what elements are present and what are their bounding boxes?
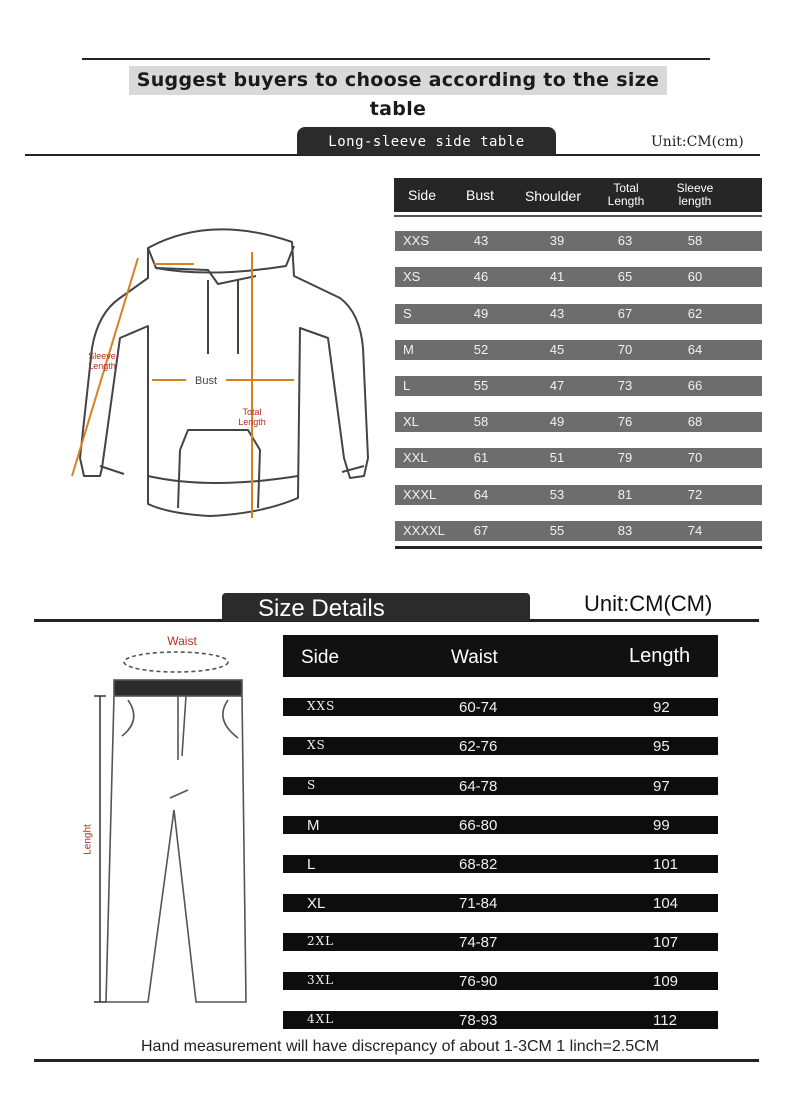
table-cell: 58 — [687, 233, 703, 248]
table-cell: XXXL — [403, 487, 437, 502]
table-cell: 65 — [617, 269, 633, 284]
table-cell: 76-90 — [459, 973, 498, 990]
table-row — [395, 521, 762, 541]
table-cell: 60-74 — [459, 699, 498, 716]
table-cell: 64 — [473, 487, 489, 502]
table-cell: 3XL — [307, 973, 335, 987]
table-cell: XXL — [403, 450, 428, 465]
table1-header-underline — [394, 215, 762, 217]
table-cell: M — [403, 342, 414, 357]
table-cell: 4XL — [307, 1012, 335, 1026]
table-row — [283, 698, 718, 716]
t2-col-waist: Waist — [451, 647, 498, 668]
table-cell: 79 — [617, 450, 633, 465]
table-cell: 62 — [687, 306, 703, 321]
section1-tab: Long-sleeve side table — [297, 127, 556, 155]
hoodie-illustration — [60, 218, 380, 528]
table-row — [395, 376, 762, 396]
table-cell: 70 — [687, 450, 703, 465]
page-title: Suggest buyers to choose according to the size table — [129, 66, 667, 95]
table-row — [395, 412, 762, 432]
table-cell: 112 — [653, 1012, 677, 1029]
table1-header — [394, 178, 762, 212]
table-cell: 55 — [473, 378, 489, 393]
table-cell: 78-93 — [459, 1012, 498, 1029]
table-cell: 52 — [473, 342, 489, 357]
footer-note: Hand measurement will have discrepancy of about 1-3CM 1 linch=2.5CM — [140, 1038, 660, 1055]
table-cell: 74-87 — [459, 934, 498, 951]
table-cell: XL — [307, 895, 326, 912]
table-cell: 71-84 — [459, 895, 498, 912]
table-cell: 49 — [549, 414, 565, 429]
table-cell: 41 — [549, 269, 565, 284]
t1-col-shoulder: Shoulder — [524, 188, 582, 204]
total-length-label: Total Length — [238, 407, 266, 427]
table-cell: S — [403, 306, 412, 321]
table-cell: 46 — [473, 269, 489, 284]
table-row — [395, 448, 762, 468]
table-row — [395, 340, 762, 360]
waist-label: Waist — [167, 634, 197, 648]
t2-col-length: Length — [629, 645, 691, 667]
table-cell: L — [403, 378, 411, 393]
table-cell: 67 — [617, 306, 633, 321]
section2-unit: Unit:CM(CM) — [584, 591, 713, 616]
table-cell: 109 — [653, 973, 679, 990]
table-cell: 49 — [473, 306, 489, 321]
table-cell: 45 — [549, 342, 565, 357]
table-cell: 43 — [473, 233, 489, 248]
table-cell: 2XL — [307, 934, 335, 948]
table-cell: 95 — [653, 738, 670, 755]
t1-col-sleeve: Sleeve length — [676, 181, 714, 208]
table-cell: 68 — [687, 414, 703, 429]
top-rule — [82, 58, 710, 60]
table-cell: 62-76 — [459, 738, 498, 755]
table-cell: XXS — [307, 699, 336, 713]
table-cell: 76 — [617, 414, 633, 429]
table-cell: 55 — [549, 523, 565, 538]
pants-illustration — [78, 640, 268, 1010]
table-row — [395, 304, 762, 324]
t1-col-bust: Bust — [465, 187, 494, 203]
table-cell: 66-80 — [459, 817, 498, 834]
table-cell: M — [307, 817, 320, 834]
table-cell: 67 — [473, 523, 489, 538]
bust-label: Bust — [186, 375, 226, 387]
table-cell: 97 — [653, 778, 670, 795]
section1-unit: Unit:CM(cm) — [651, 134, 744, 150]
table-row — [395, 231, 762, 251]
table-cell: 73 — [617, 378, 633, 393]
table-cell: 92 — [653, 699, 670, 716]
table-cell: 68-82 — [459, 856, 498, 873]
table-cell: 64 — [687, 342, 703, 357]
table-cell: 81 — [617, 487, 633, 502]
table-cell: XS — [307, 738, 326, 752]
table-cell: 104 — [653, 895, 679, 912]
table-row — [395, 267, 762, 287]
table-cell: 99 — [653, 817, 670, 834]
table-cell: 66 — [687, 378, 703, 393]
table-cell: 101 — [653, 856, 679, 873]
table-cell: 53 — [549, 487, 565, 502]
t2-col-side: Side — [301, 647, 340, 668]
section2-tab: Size Details — [222, 593, 530, 621]
table-row — [283, 972, 718, 990]
table-cell: XXXXL — [403, 523, 445, 538]
table-cell: 70 — [617, 342, 633, 357]
table-cell: L — [307, 856, 316, 873]
table-row — [283, 855, 718, 873]
pants-length-label: Lenght — [82, 824, 94, 855]
table-row — [283, 737, 718, 755]
table-cell: XXS — [403, 233, 430, 248]
table-cell: XS — [403, 269, 421, 284]
table-cell: 58 — [473, 414, 489, 429]
table-row — [283, 894, 718, 912]
footer-rule — [34, 1059, 759, 1062]
table-row — [395, 485, 762, 505]
table-cell: 61 — [473, 450, 489, 465]
table-row — [283, 933, 718, 951]
table-row — [283, 816, 718, 834]
table-cell: 107 — [653, 934, 679, 951]
t1-col-total: Total Length — [607, 181, 645, 208]
table-cell: XL — [403, 414, 419, 429]
table1-bottom-rule — [395, 546, 762, 549]
table-cell: 72 — [687, 487, 703, 502]
table-cell: 64-78 — [459, 778, 498, 795]
table-cell: 83 — [617, 523, 633, 538]
table-row — [283, 777, 718, 795]
table-cell: 47 — [549, 378, 565, 393]
table-cell: 60 — [687, 269, 703, 284]
t1-col-side: Side — [407, 187, 437, 203]
table-cell: 74 — [687, 523, 703, 538]
table-cell: 63 — [617, 233, 633, 248]
table-row — [283, 1011, 718, 1029]
table-cell: 51 — [549, 450, 565, 465]
table-cell: 43 — [549, 306, 565, 321]
table2-header — [283, 635, 718, 677]
table-cell: 39 — [549, 233, 565, 248]
table-cell: S — [307, 778, 317, 792]
sleeve-length-label: Sleeve Length — [88, 351, 116, 371]
